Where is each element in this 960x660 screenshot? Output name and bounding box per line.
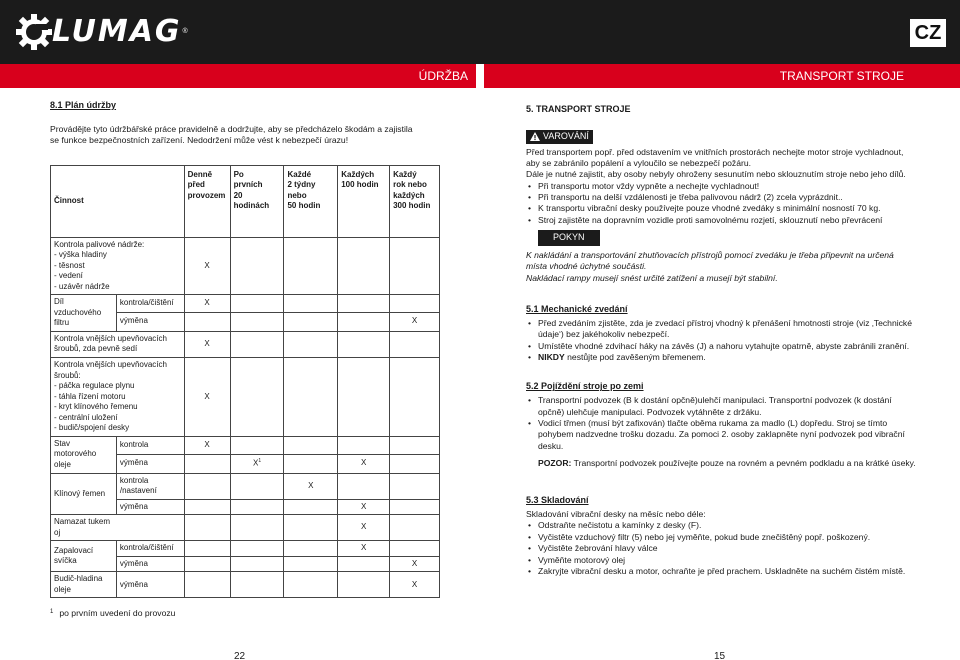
section-bar-transport: TRANSPORT STROJE [484, 64, 960, 88]
note-text-1: K nakládání a transportování zhutňovacích přístrojů pomocí zvedáku je třeba připevnit na určená místa vhodné úchytné součásti. [526, 250, 894, 272]
list-item: • Vyměňte motorový olej [526, 555, 916, 566]
list-item: • Umístěte vhodné zdvihací háky na závěs (J) a nahoru vytahujte opatrně, abyste zabránili zranění. [526, 341, 916, 352]
logo-text: LUMAG [52, 14, 182, 50]
section-5-1-title: 5.1 Mechanické zvedání [526, 304, 628, 315]
header-daily: Denně před provozem [184, 165, 230, 237]
list-item: • Vyčistěte žebrování hlavy válce [526, 543, 916, 554]
list-item: • K transportu vibrační desky používejte pouze vhodné zvedáky s minimální nosností 70 kg. [526, 203, 916, 214]
list-item: • Odstraňte nečistotu a kamínky z desky (F). [526, 520, 916, 531]
table-row: výměna X [51, 556, 440, 572]
caution-text: POZOR: Transportní podvozek používejte pouze na rovném a pevném podkladu a na krátké úseky. [538, 457, 916, 468]
warning-badge: VAROVÁNÍ [526, 130, 593, 144]
warning-triangle-icon [530, 132, 540, 141]
page-number-right: 15 [714, 651, 726, 660]
header-first20: Po prvních 20 hodinách [230, 165, 284, 237]
gear-logo-icon [14, 12, 54, 52]
list-item: • Při transportu motor vždy vypněte a nechejte vychladnout! [526, 181, 916, 192]
table-row: Budič-hladina oleje výměna X [51, 572, 440, 598]
list-item: • Stroj zajistěte na dopravním vozidle proti samovolnému rozjetí, sklouznutí nebo převrácení [526, 215, 916, 226]
note-badge: POKYN [538, 230, 600, 246]
left-column [50, 100, 440, 620]
page-header [0, 0, 960, 64]
list-item: • NIKDY nestůjte pod zavěšeným břemenem. [526, 352, 916, 363]
table-row: Stav motorového oleje kontrola X [51, 436, 440, 454]
storage-list [526, 520, 916, 577]
section-5-3-title: 5.3 Skladování [526, 495, 589, 506]
intro-line-1: Provádějte tyto údržbářské práce pravidelně a dodržujte, aby se předcházelo škodám a zajistila [50, 123, 413, 134]
storage-intro: Skladování vibrační desky na měsíc nebo déle: [526, 509, 706, 520]
right-column [526, 104, 916, 577]
table-row: Kontrola vnějších upevňovacích šroubů: - páčka regulace plynu - táhla řízení motoru - kryt klínového řemenu - centrální uložení - budič/spojení desky X [51, 358, 440, 437]
brand-logo [14, 10, 188, 54]
list-item: • Vodicí třmen (musí být zafixován) tlačte oběma rukama za madlo (L) dopředu. Stroj se tímto pohybem nadzvedne trošku dozadu. Za pomoci 2. osoby zaklapněte nyní podvozek pod vibrační desku. [526, 418, 916, 452]
table-header-row [51, 165, 440, 237]
list-item: • Transportní podvozek (B k dostání opčně)ulehčí manipulaci. Transportní podvozek (k dostání opčně) ulehčuje manipulaci. Podvozek vytáhněte z držáku. [526, 395, 916, 418]
table-row: Namazat tukem oj X [51, 515, 440, 541]
table-row: Zapalovací svíčka kontrola/čištění X [51, 541, 440, 557]
list-item: • Při transportu na delší vzdálenosti je třeba palivovou nádrž (2) zcela vyprázdnit.. [526, 192, 916, 203]
warning-text-1: Před transportem popř. před odstavením ve vnitřních prostorách nechejte motor stroje vychladnout, aby se zabránilo popálení a vyloučilo se nebezpečí požáru. [526, 146, 904, 169]
table-row: Kontrola palivové nádrže: - výška hladiny - těsnost - vedení - uzávěr nádrže X [51, 237, 440, 295]
header-two-weeks: Každé 2 týdny nebo 50 hodin [284, 165, 338, 237]
section-bar-maintenance: ÚDRŽBA [0, 64, 476, 88]
maintenance-plan-title: 8.1 Plán údržby [50, 100, 117, 110]
list-item: • Vyčistěte vzduchový filtr (5) nebo jej vyměňte, pokud bude znečištěný popř. poškozený. [526, 532, 916, 543]
table-row: výměna X [51, 312, 440, 331]
header-100h: Každých 100 hodin [338, 165, 390, 237]
table-row: Klínový řemen kontrola /nastavení X [51, 473, 440, 499]
warning-list [526, 181, 916, 226]
header-yearly: Každý rok nebo každých 300 hodin [390, 165, 440, 237]
intro-line-2: se funkce bezpečnostních zařízení. Nedodržení může vést k nebezpečí úrazu! [50, 135, 349, 146]
table-row: výměna X [51, 499, 440, 515]
header-activity: Činnost [51, 165, 185, 237]
warning-text-2: Dále je nutné zajistit, aby osoby nebyly ohroženy sesunutím nebo sklouznutím stroje nebo jeho dílů. [526, 169, 906, 180]
moving-list [526, 395, 916, 452]
table-row: Díl vzduchového filtru kontrola/čištění X [51, 295, 440, 312]
section-5-2-title: 5.2 Pojíždění stroje po zemi [526, 381, 644, 392]
list-item: • Zakryjte vibrační desku a motor, ochraňte je před prachem. Uskladněte na suchém čistém místě. [526, 566, 916, 577]
lifting-list [526, 318, 916, 363]
table-row: výměna $X^1$ X [51, 454, 440, 473]
intro-text [50, 124, 440, 147]
footnote: $^1$ po prvním uvedení do provozu [50, 608, 176, 619]
logo-registered: ® [182, 28, 188, 36]
note-text-2: Nakládací rampy musejí snést určité zatížení a musejí být stabilní. [526, 272, 778, 283]
maintenance-table [50, 165, 440, 599]
page-number-left: 22 [234, 651, 246, 660]
list-item: • Před zvedáním zjistěte, zda je zvedací přístroj vhodný k přenášení hmotnosti stroje (viz ‚Technické údaje‘) bez jakéhokoliv nebezpečí. [526, 318, 916, 341]
transport-title: 5. TRANSPORT STROJE [526, 104, 631, 114]
language-badge: CZ [910, 19, 946, 47]
table-row: Kontrola vnějších upevňovacích šroubů, zda pevně sedí X [51, 331, 440, 357]
